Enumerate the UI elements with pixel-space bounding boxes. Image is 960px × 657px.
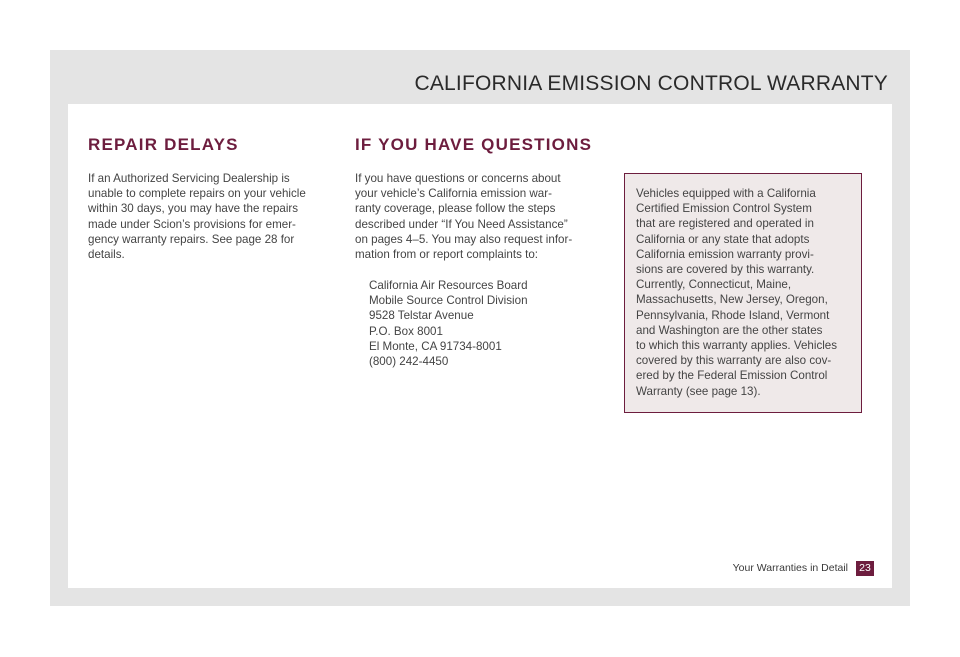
page-number-badge: 23 bbox=[856, 561, 874, 576]
address-line: P.O. Box 8001 bbox=[369, 324, 443, 338]
page-frame bbox=[50, 50, 910, 606]
repair-delays-heading: REPAIR DELAYS bbox=[88, 135, 239, 154]
address-line: California Air Resources Board bbox=[369, 279, 528, 292]
repair-delays-body: If an Authorized Servicing Dealership is unable to complete repairs on your vehicle within 30 days, you may have the repairs made under Scion’s provisions for emer- gency warranty repairs. See page 28 for details. bbox=[88, 172, 306, 262]
address-line: 9528 Telstar Avenue bbox=[369, 309, 474, 323]
footer-section-label: Your Warranties in Detail bbox=[732, 562, 848, 574]
address-line: El Monte, CA 91734-8001 bbox=[369, 339, 502, 353]
questions-body: If you have questions or concerns about your vehicle’s California emission war- ranty coverage, please follow the steps described under “If You Need Assistance” on pages 4–5. You may also request infor- mation from or report complaints to: bbox=[355, 172, 573, 262]
questions-heading: IF YOU HAVE QUESTIONS bbox=[355, 135, 593, 154]
address-block bbox=[369, 278, 528, 369]
callout-text: Vehicles equipped with a California Certified Emission Control System that are registered and operated in California or any state that adopts California emission warranty provi- sions are covered by this warranty. Currently, Connecticut, Maine, Massachusetts, New Jersey, Oregon, Pennsylvania, Rhode Island, Vermont and Washington are the other states to which this warranty applies. Vehicles covered by this warranty are also cov- ered by the Federal Emission Control Warranty (see page 13). bbox=[636, 187, 838, 398]
content-page bbox=[68, 104, 892, 588]
page-title: CALIFORNIA EMISSION CONTROL WARRANTY bbox=[414, 72, 888, 95]
address-line: (800) 242-4450 bbox=[369, 355, 449, 369]
info-callout-box bbox=[624, 173, 862, 413]
address-line: Mobile Source Control Division bbox=[369, 294, 528, 308]
